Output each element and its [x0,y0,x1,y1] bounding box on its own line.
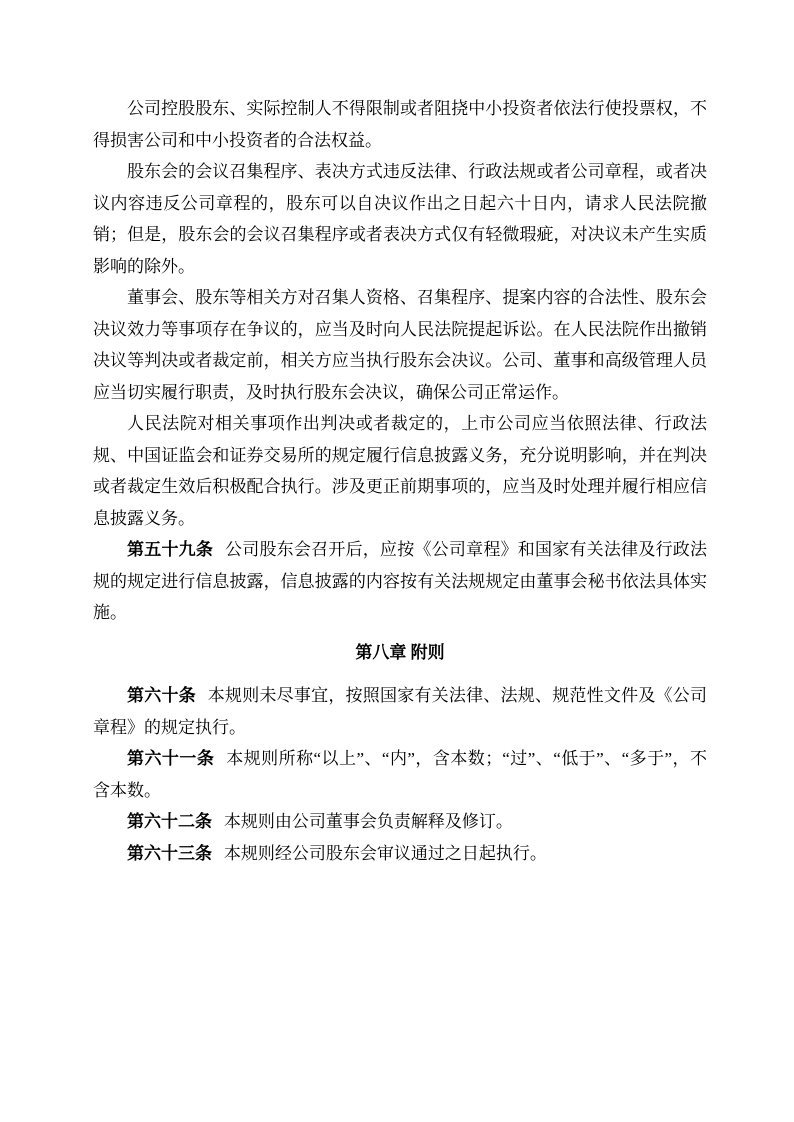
article-text-63: 本规则经公司股东会审议通过之日起执行。 [223,843,547,863]
article-text-59: 公司股东会召开后，应按《公司章程》和国家有关法律及行政法规的规定进行信息披露，信息披露的内容按有关法规规定由董事会秘书依法具体实施。 [93,540,708,622]
article-paragraph-62 [93,806,707,838]
article-number-61: 第六十一条 [127,749,215,768]
article-text-60: 本规则未尽事宜，按照国家有关法律、法规、规范性文件及《公司章程》的规定执行。 [93,686,708,737]
body-paragraph: 公司控股股东、实际控制人不得限制或者阻挠中小投资者依法行使投票权，不得损害公司和中小投资者的合法权益。 [93,99,707,150]
article-number-62: 第六十二条 [127,812,212,831]
article-paragraph-63 [93,838,707,870]
article-paragraph-61 [93,743,707,806]
chapter-heading: 第八章 附则 [355,642,445,662]
article-number-60: 第六十条 [127,686,196,705]
article-paragraph-60 [93,680,707,743]
article-text-62: 本规则由公司董事会负责解释及修订。 [223,812,513,831]
article-number-59: 第五十九条 [127,540,214,559]
article-number-63: 第六十三条 [127,843,212,863]
body-paragraph: 股东会的会议召集程序、表决方式违反法律、行政法规或者公司章程，或者决议内容违反公司章程的，股东可以自决议作出之日起六十日内，请求人民法院撤销；但是，股东会的会议召集程序或者表决方式仅有轻微瑕疵，对决议未产生实质影响的除外。 [93,162,707,276]
article-text-61: 本规则所称“以上”、“内”，含本数；“过”、“低于”、“多于”，不含本数。 [93,749,708,800]
body-paragraph: 人民法院对相关事项作出判决或者裁定的，上市公司应当依照法律、行政法规、中国证监会和证券交易所的规定履行信息披露义务，充分说明影响，并在判决或者裁定生效后积极配合执行。涉及更正前期事项的，应当及时处理并履行相应信息披露义务。 [93,414,707,528]
body-paragraph: 董事会、股东等相关方对召集人资格、召集程序、提案内容的合法性、股东会决议效力等事项存在争议的，应当及时向人民法院提起诉讼。在人民法院作出撤销决议等判决或者裁定前，相关方应当执行股东会决议。公司、董事和高级管理人员应当切实履行职责，及时执行股东会决议，确保公司正常运作。 [93,288,707,402]
article-paragraph-59 [93,534,707,629]
